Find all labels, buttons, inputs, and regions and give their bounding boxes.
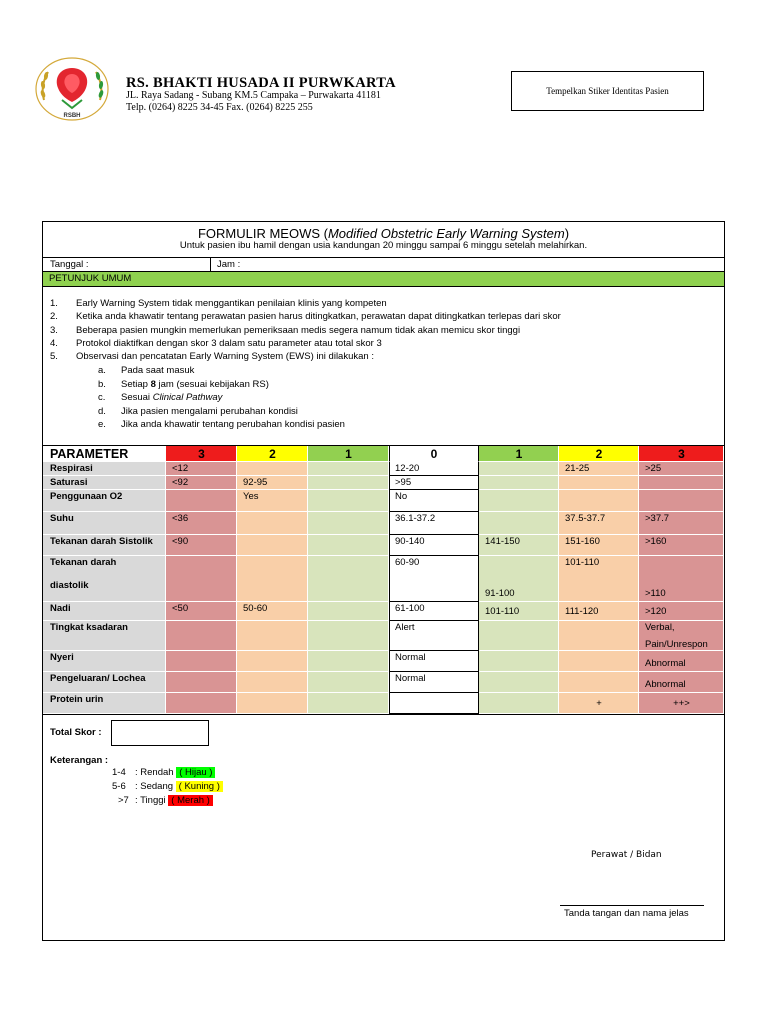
score-cell bbox=[479, 490, 559, 512]
score-cell bbox=[308, 462, 389, 476]
instruction-item: Early Warning System tidak menggantikan penilaian klinis yang kompeten bbox=[76, 298, 387, 309]
score-cell bbox=[166, 621, 237, 651]
instruction-item: Protokol diaktifkan dengan skor 3 dalam satu parameter atau total skor 3 bbox=[76, 337, 382, 349]
score-cell-value: <12 bbox=[172, 463, 189, 474]
score-cell bbox=[237, 672, 308, 693]
instruction-subitem-letter: a. bbox=[98, 365, 106, 376]
score-cell bbox=[559, 621, 639, 651]
score-cell bbox=[308, 556, 389, 602]
instruction-subitem: Pada saat masuk bbox=[121, 365, 195, 376]
score-cell bbox=[308, 476, 389, 490]
score-cell-value: 101-110 bbox=[565, 557, 600, 568]
score-cell-value: 36.1-37.2 bbox=[395, 513, 436, 524]
score-cell-value: Abnormal bbox=[645, 658, 686, 669]
score-cell bbox=[237, 556, 308, 602]
instruction-subitem: Setiap 8 jam (sesuai kebijakan RS) bbox=[121, 378, 269, 390]
section-header-instructions: PETUNJUK UMUM bbox=[43, 272, 724, 286]
signature-caption: Tanda tangan dan nama jelas bbox=[564, 908, 689, 919]
hospital-phone: Telp. (0264) 8225 34-45 Fax. (0264) 8225 255 bbox=[126, 102, 313, 113]
legend-range: >7 bbox=[118, 795, 129, 806]
instruction-subitem: Jika pasien mengalami perubahan kondisi bbox=[121, 405, 298, 417]
score-cell-value: 91-100 bbox=[485, 588, 515, 599]
legend-color-tag: ( Merah ) bbox=[168, 795, 213, 806]
score-cell-value: 90-140 bbox=[395, 536, 425, 547]
score-cell[interactable] bbox=[389, 693, 479, 714]
score-cell-value: <92 bbox=[172, 477, 189, 488]
score-cell-value: 92-95 bbox=[243, 477, 268, 488]
score-cell-value: 60-90 bbox=[395, 557, 420, 568]
score-cell-value: 50-60 bbox=[243, 603, 268, 614]
score-cell-value: 37.5-37.7 bbox=[565, 513, 606, 524]
parameter-label: Tingkat ksadaran bbox=[50, 622, 128, 633]
score-header: 2 bbox=[269, 447, 276, 461]
instruction-number: 4. bbox=[50, 337, 58, 349]
score-header: 3 bbox=[198, 447, 205, 461]
svg-text:RSBH: RSBH bbox=[63, 113, 81, 119]
score-cell bbox=[237, 693, 308, 714]
score-cell-value: Abnormal bbox=[645, 679, 686, 690]
date-field-label[interactable]: Tanggal : bbox=[50, 259, 89, 270]
score-cell-value: Normal bbox=[395, 673, 426, 684]
legend-color-tag: ( Kuning ) bbox=[176, 781, 223, 792]
score-header: 1 bbox=[345, 447, 352, 461]
score-cell-value: Alert bbox=[395, 622, 415, 633]
score-cell-value: 21-25 bbox=[565, 463, 590, 474]
score-cell-value: <36 bbox=[172, 513, 189, 524]
score-cell bbox=[166, 651, 237, 672]
score-cell bbox=[479, 672, 559, 693]
instruction-subitem-letter: b. bbox=[98, 378, 106, 390]
score-cell-value: 61-100 bbox=[395, 603, 425, 614]
score-cell-value: >160 bbox=[645, 536, 667, 547]
instruction-subitem-letter: e. bbox=[98, 419, 106, 431]
patient-sticker-box[interactable] bbox=[511, 71, 704, 111]
instruction-item: Observasi dan pencatatan Early Warning System (EWS) ini dilakukan : bbox=[76, 351, 374, 363]
score-cell bbox=[237, 651, 308, 672]
score-header: 1 bbox=[515, 447, 523, 461]
score-cell bbox=[639, 490, 724, 512]
score-cell bbox=[166, 693, 237, 714]
score-cell bbox=[237, 621, 308, 651]
hospital-logo bbox=[34, 56, 110, 122]
score-cell-value: ++> bbox=[673, 698, 690, 709]
parameter-label: Tekanan darah Sistolik bbox=[50, 536, 153, 547]
parameter-label: Respirasi bbox=[50, 463, 93, 474]
keterangan-label: Keterangan : bbox=[50, 755, 109, 766]
table-bottom-border bbox=[42, 714, 725, 715]
score-cell bbox=[479, 621, 559, 651]
score-cell bbox=[479, 476, 559, 490]
sticker-label: Tempelkan Stiker Identitas Pasien bbox=[546, 86, 669, 96]
instruction-subitem: Jika anda khawatir tentang perubahan kondisi pasien bbox=[121, 419, 345, 431]
parameter-header: PARAMETER bbox=[50, 447, 129, 461]
hospital-name: RS. BHAKTI HUSADA II PURWKARTA bbox=[126, 75, 396, 91]
score-cell-value: Normal bbox=[395, 652, 426, 663]
score-cell bbox=[308, 621, 389, 651]
score-cell bbox=[479, 693, 559, 714]
score-cell bbox=[559, 651, 639, 672]
score-cell-value: 151-160 bbox=[565, 536, 600, 547]
score-header: 2 bbox=[595, 447, 603, 461]
parameter-label: Nyeri bbox=[50, 652, 74, 663]
score-cell-value: <50 bbox=[172, 603, 189, 614]
signature-role: Perawat / Bidan bbox=[591, 850, 662, 860]
total-score-input[interactable] bbox=[111, 720, 209, 746]
score-cell-value: 111-120 bbox=[565, 606, 599, 617]
score-cell-value: <90 bbox=[172, 536, 189, 547]
score-cell bbox=[479, 651, 559, 672]
score-cell-value-line2: Pain/Unrespon bbox=[645, 639, 708, 650]
instruction-number: 5. bbox=[50, 351, 58, 363]
parameter-label: Protein urin bbox=[50, 694, 104, 705]
score-header: 3 bbox=[678, 447, 685, 461]
parameter-label: Nadi bbox=[50, 603, 71, 614]
score-cell bbox=[308, 512, 389, 535]
score-cell-value: 141-150 bbox=[485, 536, 520, 547]
score-cell bbox=[308, 672, 389, 693]
legend-range: 5-6 bbox=[112, 781, 126, 792]
score-cell-value: >37.7 bbox=[645, 513, 670, 524]
score-cell bbox=[237, 535, 308, 556]
score-cell bbox=[479, 512, 559, 535]
score-cell-value: No bbox=[395, 491, 408, 502]
hospital-address: JL. Raya Sadang - Subang KM.5 Campaka – Purwakarta 41181 bbox=[126, 90, 381, 101]
score-cell-value: >110 bbox=[645, 588, 666, 599]
legend-range: 1-4 bbox=[112, 767, 126, 778]
instruction-subitem: Sesuai Clinical Pathway bbox=[121, 392, 223, 404]
score-cell-value: 101-110 bbox=[485, 606, 520, 617]
parameter-label: Suhu bbox=[50, 513, 74, 524]
score-cell bbox=[308, 490, 389, 512]
score-cell-value: >120 bbox=[645, 606, 667, 617]
score-cell bbox=[308, 535, 389, 556]
parameter-label: Tekanan darah bbox=[50, 557, 117, 568]
score-cell bbox=[237, 462, 308, 476]
score-cell bbox=[166, 490, 237, 512]
score-cell bbox=[559, 490, 639, 512]
score-cell bbox=[166, 556, 237, 602]
instruction-number: 2. bbox=[50, 311, 58, 323]
score-cell-value: + bbox=[596, 698, 602, 709]
score-cell-value: Verbal, bbox=[645, 622, 675, 633]
score-cell bbox=[308, 651, 389, 672]
legend-level: : Sedang ( Kuning ) bbox=[135, 781, 223, 792]
parameter-label: Penggunaan O2 bbox=[50, 491, 123, 502]
score-header: 0 bbox=[430, 447, 438, 461]
form-title: FORMULIR MEOWS (Modified Obstetric Early Warning System) bbox=[197, 226, 570, 241]
instruction-subitem-letter: c. bbox=[98, 392, 106, 404]
form-subtitle: Untuk pasien ibu hamil dengan usia kandungan 20 minggu sampai 6 minggu setelah melahirkan. bbox=[179, 240, 588, 251]
score-cell bbox=[639, 476, 724, 490]
instruction-number: 1. bbox=[50, 298, 58, 309]
score-cell bbox=[559, 476, 639, 490]
legend-level: : Rendah ( Hijau ) bbox=[135, 767, 215, 778]
parameter-label-line2: diastolik bbox=[50, 580, 89, 591]
parameter-label: Pengeluaran/ Lochea bbox=[50, 673, 146, 684]
instruction-subitem-letter: d. bbox=[98, 405, 106, 417]
score-cell bbox=[237, 512, 308, 535]
score-cell bbox=[166, 672, 237, 693]
score-cell-value: >95 bbox=[395, 477, 412, 488]
instruction-item: Ketika anda khawatir tentang perawatan pasien harus ditingkatkan, perawatan dapat ditingkatkan terlepas dari skor bbox=[76, 311, 561, 323]
score-cell bbox=[308, 693, 389, 714]
legend-level: : Tinggi ( Merah ) bbox=[135, 795, 213, 806]
legend-color-tag: ( Hijau ) bbox=[176, 767, 215, 778]
score-cell-value: >25 bbox=[645, 463, 662, 474]
score-cell-value: 12-20 bbox=[395, 463, 420, 474]
time-field-label[interactable]: Jam : bbox=[217, 259, 241, 270]
score-cell bbox=[479, 462, 559, 476]
instruction-number: 3. bbox=[50, 324, 58, 336]
score-cell bbox=[308, 602, 389, 621]
parameter-label: Saturasi bbox=[50, 477, 88, 488]
instruction-item: Beberapa pasien mungkin memerlukan pemeriksaan medis segera namum tidak akan memicu skor tinggi bbox=[76, 324, 521, 336]
score-cell bbox=[559, 672, 639, 693]
total-score-label: Total Skor : bbox=[50, 727, 102, 738]
score-cell-value: Yes bbox=[243, 491, 259, 502]
